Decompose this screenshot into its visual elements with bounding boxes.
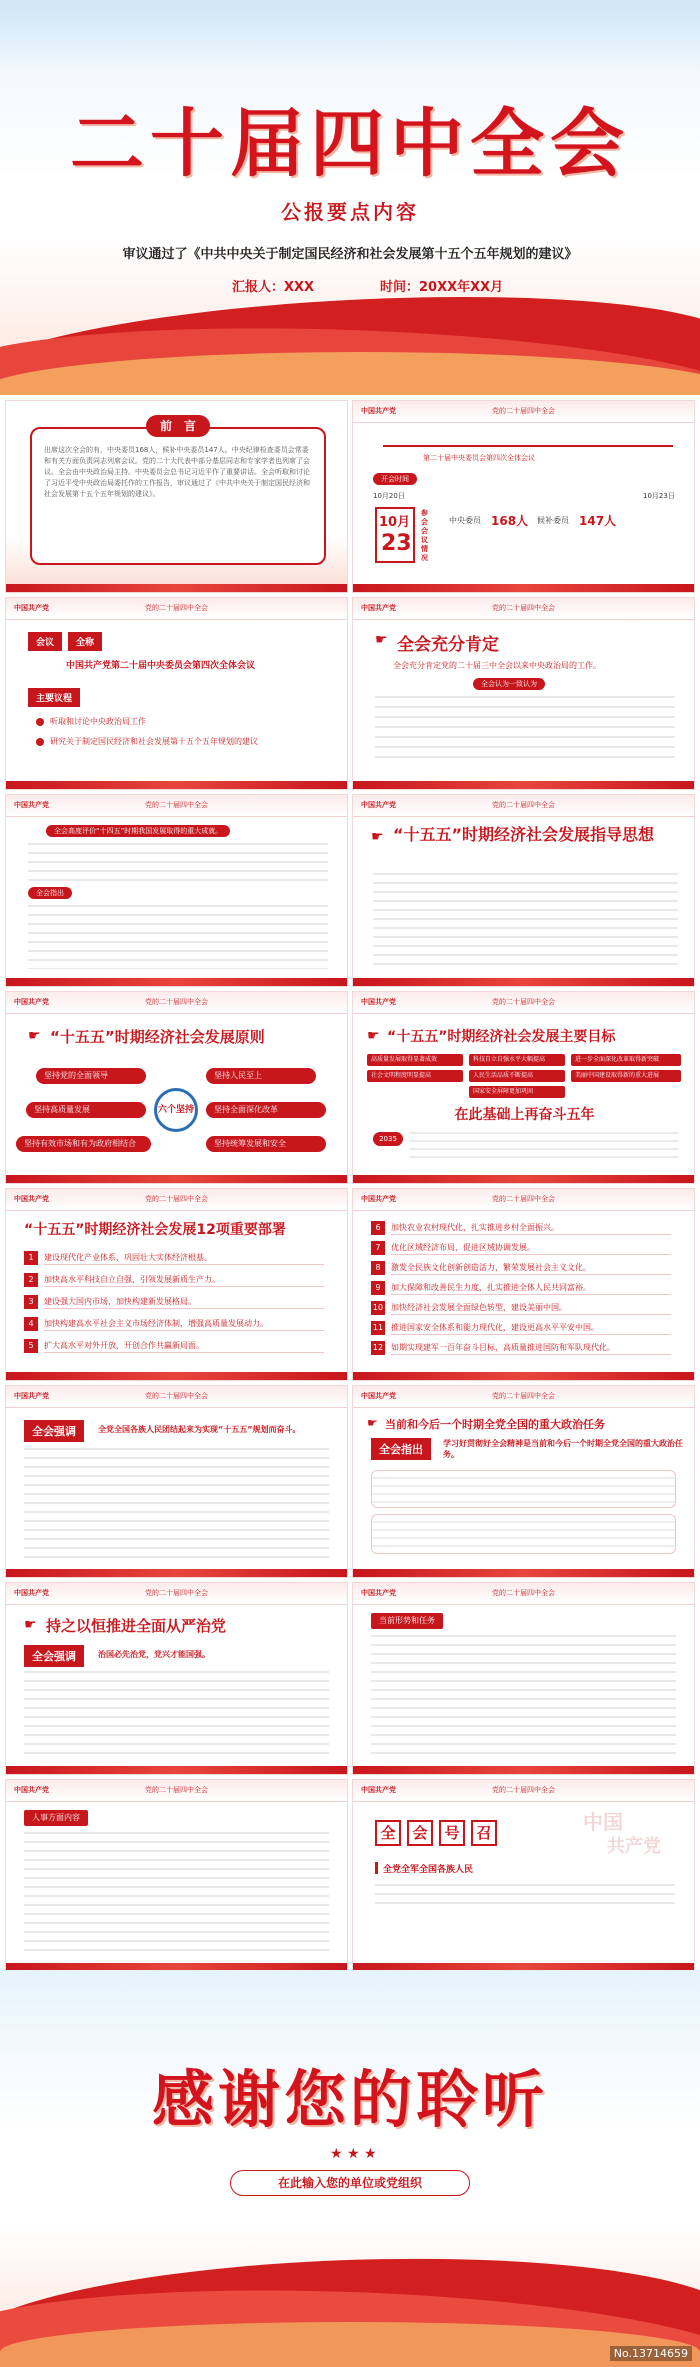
agenda-item-2: 研究关于制定国民经济和社会发展第十五个五年规划的建议 (50, 737, 258, 746)
deployment-row (24, 1339, 324, 1353)
principle-4: 坚持全面深化改革 (206, 1102, 326, 1118)
slide-header: 党的二十届四中全会 (145, 1589, 208, 1597)
row-underline (391, 1234, 671, 1235)
slide-header: 党的二十届四中全会 (492, 801, 555, 809)
pointing-hand-icon: ☛ (367, 1416, 378, 1430)
situation-pill: 当前形势和任务 (371, 1613, 443, 1629)
row-number: 11 (371, 1321, 385, 1335)
slide-title: 当前和今后一个时期全党全国的重大政治任务 (385, 1418, 605, 1431)
task-box-1 (371, 1470, 676, 1508)
thanks-subtitle: 在此输入您的单位或党组织 (230, 2170, 470, 2196)
slide-header: 党的二十届四中全会 (492, 1589, 555, 1597)
row-text: 优化区域经济布局，促进区域协调发展。 (391, 1243, 535, 1252)
pointing-hand-icon: ☛ (371, 829, 384, 845)
row-underline (391, 1294, 671, 1295)
pointing-hand-icon: ☛ (28, 1028, 41, 1044)
deployment-row (371, 1281, 671, 1295)
goal-5: 人民生活品质不断提高 (469, 1070, 565, 1082)
call-char-1: 全 (375, 1820, 401, 1846)
year-badge: 2035 (373, 1132, 403, 1146)
deployment-row (371, 1261, 671, 1275)
row-text: 加大保障和改善民生力度，扎实推进全体人民共同富裕。 (391, 1283, 591, 1292)
bottom-strip (6, 1766, 347, 1774)
row-number: 12 (371, 1341, 385, 1355)
party-logo-text: 中国共产党 (361, 801, 396, 809)
accent-bar (375, 1862, 378, 1874)
personnel-pill: 人事方面内容 (24, 1810, 88, 1826)
alternate-label: 候补委员 (537, 516, 569, 525)
principle-6: 坚持统筹发展和安全 (206, 1136, 326, 1152)
bottom-strip (6, 781, 347, 789)
members-count: 168人 (491, 514, 529, 528)
row-text: 建设强大国内市场，加快构建新发展格局。 (44, 1297, 196, 1306)
party-logo-text: 中国共产党 (14, 1392, 49, 1400)
body-text-lines (28, 843, 328, 883)
notes-pill: 全会指出 (28, 887, 72, 899)
slide-header: 党的二十届四中全会 (145, 1392, 208, 1400)
slide-title: “十五五”时期经济社会发展原则 (50, 1028, 265, 1046)
affirmation-sub-pill: 全会认为一致认为 (473, 678, 545, 690)
big-day: 23 (381, 531, 412, 556)
principle-5: 坚持有效市场和有为政府相结合 (16, 1136, 151, 1152)
bullet (36, 738, 44, 746)
bottom-strip (353, 1569, 694, 1577)
deployment-row (24, 1273, 324, 1287)
meeting-fullname: 中国共产党第二十届中央委员会第四次全体会议 (66, 661, 256, 671)
emphasis-tag: 全会强调 (24, 1645, 84, 1667)
cover-title: 二十届四中全会 (70, 101, 630, 187)
slide-header: 党的二十届四中全会 (492, 1392, 555, 1400)
star-icon: ★ ★ ★ (330, 2146, 377, 2162)
party-logo-text: 中国共产党 (14, 1786, 49, 1794)
pointing-hand-icon: ☛ (367, 1028, 380, 1044)
cover-slide (0, 0, 700, 395)
deployment-row (24, 1295, 324, 1309)
deployment-row (371, 1221, 671, 1235)
row-text: 建设现代化产业体系，巩固壮大实体经济根基。 (44, 1253, 212, 1262)
party-logo-text: 中国共产党 (361, 1392, 396, 1400)
slide-political-task (352, 1385, 695, 1578)
bottom-strip (353, 1372, 694, 1380)
row-underline (44, 1330, 324, 1331)
bottom-strip (6, 1175, 347, 1183)
slide-header: 党的二十届四中全会 (492, 407, 555, 415)
bullet (36, 718, 44, 726)
body-text-lines (24, 1671, 329, 1755)
row-number: 7 (371, 1241, 385, 1255)
slide-header: 党的二十届四中全会 (492, 998, 555, 1006)
open-time-label: 开会时间 (373, 473, 417, 485)
slide-personnel (5, 1779, 348, 1972)
slide-title: 持之以恒推进全面从严治党 (46, 1617, 227, 1635)
slide-achievements (5, 794, 348, 987)
slide-situation (352, 1582, 695, 1775)
slide-header: 党的二十届四中全会 (145, 998, 208, 1006)
party-logo-text: 中国共产党 (14, 801, 49, 809)
bottom-strip (353, 781, 694, 789)
slide-header: 党的二十届四中全会 (145, 1786, 208, 1794)
call-subtitle: 全党全军全国各族人民 (383, 1865, 474, 1875)
bottom-strip (6, 584, 347, 592)
slide-header: 党的二十届四中全会 (145, 801, 208, 809)
goal-7: 国家安全屏障更加巩固 (469, 1086, 565, 1098)
slide-header: 党的二十届四中全会 (145, 1195, 208, 1203)
watermark-2: 共产党 (607, 1836, 661, 1857)
goal-4: 社会文明程度明显提高 (367, 1070, 463, 1082)
preface-body: 出席这次全会的有，中央委员168人，候补中央委员147人。中央纪律检查委员会常委和有关方面负责同志列席会议。党的二十大代表中部分基层同志和专家学者也列席了会议。全会由中央政治局主持。中央委员会总书记习近平作了重要讲话。全会听取和讨论了习近平受中央政治局委托作的工作报告，审议通过了《中共中央关于制定国民经济和社会发展第十五个五年规划的建议》。 (44, 446, 310, 498)
task-lead: 学习好贯彻好全会精神是当前和今后一个时期全党全国的重大政治任务。 (443, 1439, 683, 1459)
party-logo-text: 中国共产党 (361, 1195, 396, 1203)
slide-title: “十五五”时期经济社会发展12项重要部署 (24, 1222, 286, 1238)
row-underline (391, 1274, 671, 1275)
slide-header: 党的二十届四中全会 (145, 604, 208, 612)
row-number: 9 (371, 1281, 385, 1295)
cover-time: 时间：20XX年XX月 (380, 280, 504, 295)
row-number: 8 (371, 1261, 385, 1275)
party-logo-text: 中国共产党 (361, 1786, 396, 1794)
slide-title: 全会充分肯定 (397, 635, 499, 655)
bottom-strip (353, 1175, 694, 1183)
row-text: 加快农业农村现代化，扎实推进乡村全面振兴。 (391, 1223, 559, 1232)
agenda-item-1: 听取和讨论中央政治局工作 (50, 717, 146, 726)
body-text-lines (409, 1132, 679, 1162)
image-id: No.13714659 (610, 2346, 692, 2361)
party-logo-text: 中国共产党 (14, 998, 49, 1006)
slide-meeting-name (5, 597, 348, 790)
body-text-lines (24, 1448, 329, 1558)
slide-deployments-a (5, 1188, 348, 1381)
body-text-lines (28, 905, 328, 969)
row-text: 如期实现建军一百年奋斗目标，高质量推进国防和军队现代化。 (391, 1343, 615, 1352)
members-label: 中央委员 (449, 516, 481, 525)
row-number: 4 (24, 1317, 38, 1331)
slide-party-discipline (5, 1582, 348, 1775)
body-text-lines (373, 873, 678, 969)
call-char-2: 会 (407, 1820, 433, 1846)
body-text-lines (24, 1832, 329, 1956)
row-number: 5 (24, 1339, 38, 1353)
discipline-lead: 治国必先治党，党兴才能国强。 (98, 1650, 210, 1659)
slide-preface (5, 400, 348, 593)
goal-1: 高质量发展取得显著成效 (367, 1054, 463, 1066)
timeline-heading: 第二十届中央委员会第四次全体会议 (423, 454, 535, 462)
goals-big-line: 在此基础上再奋斗五年 (454, 1107, 595, 1123)
bottom-strip (353, 978, 694, 986)
meeting-tab-1: 会议 (28, 632, 62, 651)
sky-band (0, 0, 700, 70)
slide-affirmation (352, 597, 695, 790)
party-logo-text: 中国共产党 (361, 604, 396, 612)
date-end: 10月23日 (643, 492, 675, 500)
bottom-strip (353, 1766, 694, 1774)
call-char-4: 召 (471, 1820, 497, 1846)
row-number: 2 (24, 1273, 38, 1287)
row-text: 加快高水平科技自立自强，引领发展新质生产力。 (44, 1275, 220, 1284)
row-text: 激发全民族文化创新创造活力，繁荣发展社会主义文化。 (391, 1263, 591, 1272)
party-logo-text: 中国共产党 (14, 1195, 49, 1203)
party-logo-text: 中国共产党 (361, 407, 396, 415)
meeting-tab-2: 全称 (68, 632, 102, 651)
deployment-row (371, 1301, 671, 1315)
principle-2: 坚持人民至上 (206, 1068, 316, 1084)
row-text: 加快构建高水平社会主义市场经济体制，增强高质量发展动力。 (44, 1319, 268, 1328)
thanks-slide (0, 1970, 700, 2367)
deployment-row (371, 1241, 671, 1255)
party-logo-text: 中国共产党 (14, 604, 49, 612)
pointing-hand-icon: ☛ (24, 1617, 37, 1633)
deployment-row (371, 1321, 671, 1335)
goal-6: 美丽中国建设取得新的重大进展 (571, 1070, 681, 1082)
slide-guiding-thought (352, 794, 695, 987)
body-text-lines (371, 1635, 676, 1755)
timeline-line (383, 437, 673, 447)
row-underline (391, 1354, 671, 1355)
row-underline (44, 1352, 324, 1353)
goal-2: 科技自立自强水平大幅提高 (469, 1054, 565, 1066)
party-logo-text: 中国共产党 (14, 1589, 49, 1597)
party-logo-text: 中国共产党 (361, 1589, 396, 1597)
body-text-lines (375, 1884, 675, 1910)
slide-deployments-b (352, 1188, 695, 1381)
principle-3: 坚持高质量发展 (26, 1102, 146, 1118)
preface-title: 前 言 (146, 415, 210, 437)
deployment-row (24, 1317, 324, 1331)
cover-description: 审议通过了《中共中央关于制定国民经济和社会发展第十五个五年规划的建议》 (122, 247, 578, 262)
row-underline (391, 1254, 671, 1255)
affirmation-lead: 全会充分肯定党的二十届三中全会以来中央政治局的工作。 (393, 661, 601, 670)
row-number: 1 (24, 1251, 38, 1265)
row-text: 加快经济社会发展全面绿色转型，建设美丽中国。 (391, 1303, 567, 1312)
row-underline (44, 1308, 324, 1309)
slide-call (352, 1779, 695, 1972)
bottom-strip (6, 978, 347, 986)
attendance-label: 参会会议情况 (421, 509, 428, 562)
principle-1: 坚持党的全面领导 (36, 1068, 146, 1084)
goal-3: 进一步全面深化改革取得新突破 (571, 1054, 681, 1066)
slide-header: 党的二十届四中全会 (492, 604, 555, 612)
achievement-pill: 全会高度评价“十四五”时期我国发展取得的重大成就。 (46, 825, 230, 837)
row-text: 推进国家安全体系和能力现代化，建设更高水平平安中国。 (391, 1323, 599, 1332)
center-circle: 六个坚持 (154, 1088, 198, 1132)
slide-header: 党的二十届四中全会 (492, 1195, 555, 1203)
row-underline (391, 1334, 671, 1335)
slide-goals (352, 991, 695, 1184)
bottom-strip (353, 584, 694, 592)
deployment-row (24, 1251, 324, 1265)
slide-title: “十五五”时期经济社会发展指导思想 (393, 825, 655, 844)
deployment-row (371, 1341, 671, 1355)
cover-subtitle: 公报要点内容 (281, 200, 419, 224)
row-text: 扩大高水平对外开放，开创合作共赢新局面。 (44, 1341, 204, 1350)
row-underline (44, 1264, 324, 1265)
call-char-3: 号 (439, 1820, 465, 1846)
agenda-tag: 主要议程 (28, 688, 80, 707)
cover-reporter: 汇报人：XXX (232, 280, 315, 295)
thanks-title: 感谢您的聆听 (151, 2063, 548, 2136)
row-underline (44, 1286, 324, 1287)
big-month: 10月 (379, 515, 411, 530)
notes-tag: 全会指出 (371, 1438, 431, 1460)
row-number: 3 (24, 1295, 38, 1309)
row-number: 10 (371, 1301, 385, 1315)
date-start: 10月20日 (373, 492, 405, 500)
party-logo-text: 中国共产党 (361, 998, 396, 1006)
bottom-strip (6, 1569, 347, 1577)
body-text-lines (375, 696, 675, 766)
emphasis-tag: 全会强调 (24, 1420, 84, 1442)
slide-header: 党的二十届四中全会 (492, 1786, 555, 1794)
bottom-strip (6, 1372, 347, 1380)
watermark-1: 中国 (583, 1810, 623, 1834)
task-box-2 (371, 1514, 676, 1554)
row-number: 6 (371, 1221, 385, 1235)
slide-timeline (352, 400, 695, 593)
pointing-hand-icon: ☛ (375, 632, 388, 648)
row-underline (391, 1314, 671, 1315)
slide-title: “十五五”时期经济社会发展主要目标 (387, 1029, 616, 1045)
alternate-count: 147人 (579, 514, 617, 528)
slide-principles (5, 991, 348, 1184)
emphasis-lead: 全党全国各族人民团结起来为实现“十五五”规划而奋斗。 (98, 1425, 301, 1434)
slide-emphasis (5, 1385, 348, 1578)
